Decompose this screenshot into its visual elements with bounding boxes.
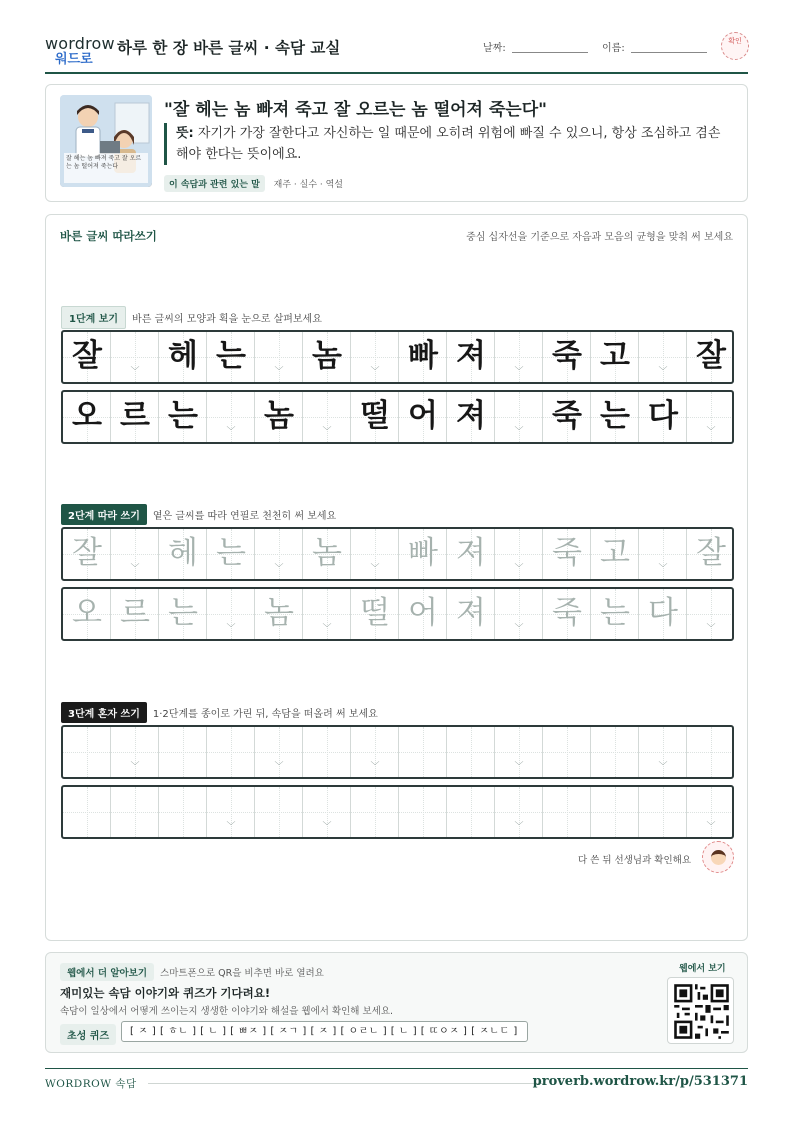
date-field[interactable] — [512, 52, 588, 53]
space-mark-icon: ﹀ — [514, 762, 524, 772]
grid-cell — [159, 332, 207, 382]
space-mark-icon: ﹀ — [514, 624, 524, 634]
grid-cell — [447, 332, 495, 382]
space-mark-icon: ﹀ — [658, 367, 668, 377]
grid-character: 죽 — [552, 535, 582, 571]
grid-cell — [303, 332, 351, 382]
illustration-caption: 잘 헤는 놈 빠져 죽고 잘 오르는 놈 떨어져 죽는다 — [64, 153, 148, 183]
space-mark-icon: ﹀ — [322, 427, 332, 437]
grid-character: 는 — [216, 535, 246, 571]
grid-character: 고 — [600, 535, 630, 571]
step1-header — [61, 306, 322, 329]
grid-cell — [639, 332, 687, 382]
page-header — [45, 30, 748, 74]
grid-cell[interactable] — [255, 529, 303, 579]
grid-character: 는 — [168, 595, 198, 631]
grid-character: 오 — [72, 595, 102, 631]
grid-cell[interactable] — [303, 727, 351, 777]
proverb-illustration — [60, 95, 152, 187]
space-mark-icon: ﹀ — [226, 822, 236, 832]
space-mark-icon: ﹀ — [514, 564, 524, 574]
grid-cell[interactable] — [303, 529, 351, 579]
grid-character: 져 — [456, 535, 486, 571]
space-mark-icon: ﹀ — [706, 624, 716, 634]
grid-cell — [591, 332, 639, 382]
grid-cell[interactable] — [687, 589, 734, 639]
related-label: 이 속담과 관련 있는 말 — [164, 175, 265, 192]
grid-cell[interactable] — [207, 529, 255, 579]
grid-cell[interactable] — [63, 529, 111, 579]
footer-rule — [148, 1083, 543, 1084]
grid-character: 어 — [408, 595, 438, 631]
practice-note: 중심 십자선을 기준으로 자음과 모음의 균형을 맞춰 써 보세요 — [466, 232, 733, 243]
grid-cell[interactable] — [111, 589, 159, 639]
web-tag-note: 스마트폰으로 QR을 비추면 바로 열려요 — [160, 968, 324, 979]
page-title: 하루 한 장 바른 글씨 · 속담 교실 — [117, 39, 341, 57]
grid-character: 는 — [216, 338, 246, 374]
grid-cell[interactable] — [399, 787, 447, 837]
space-mark-icon: ﹀ — [226, 427, 236, 437]
step2-row2[interactable] — [61, 587, 734, 641]
space-mark-icon: ﹀ — [658, 762, 668, 772]
grid-character: 잘 — [72, 338, 102, 374]
grid-cell[interactable] — [543, 727, 591, 777]
grid-cell[interactable] — [591, 727, 639, 777]
web-tag — [60, 963, 324, 981]
grid-cell — [207, 332, 255, 382]
teacher-check-note: 다 쓴 뒤 선생님과 확인해요 — [577, 855, 691, 866]
grid-character: 죽 — [552, 398, 582, 434]
grid-cell[interactable] — [639, 589, 687, 639]
grid-cell[interactable] — [687, 727, 734, 777]
grid-cell[interactable] — [111, 529, 159, 579]
space-mark-icon: ﹀ — [226, 624, 236, 634]
qr-code[interactable] — [667, 977, 734, 1044]
grid-character: 고 — [600, 338, 630, 374]
grid-character: 죽 — [552, 338, 582, 374]
footer-brand: WORDROW 속담 — [45, 1078, 137, 1090]
grid-cell[interactable] — [399, 529, 447, 579]
grid-cell[interactable] — [351, 727, 399, 777]
chosung-quiz: [ ㅈ ] [ ㅎㄴ ] [ ㄴ ] [ ㅃㅈ ] [ ㅈㄱ ] [ ㅈ ] [ ㅇㄹㄴ ] [ ㄴ ] [ ㄸㅇㅈ ] [ ㅈㄴㄷ ] — [121, 1021, 528, 1042]
grid-character: 는 — [600, 595, 630, 631]
grid-cell[interactable] — [303, 787, 351, 837]
logo-subtext: 워드로 — [55, 52, 93, 67]
grid-cell[interactable] — [159, 529, 207, 579]
grid-cell — [351, 332, 399, 382]
step1-row2 — [61, 390, 734, 444]
step3-header — [61, 702, 378, 723]
grid-cell — [447, 392, 495, 442]
grid-cell[interactable] — [543, 529, 591, 579]
grid-cell[interactable] — [447, 727, 495, 777]
grid-cell[interactable] — [591, 787, 639, 837]
grid-cell — [399, 332, 447, 382]
grid-cell[interactable] — [495, 727, 543, 777]
proverb-card — [45, 84, 748, 202]
grid-cell[interactable] — [351, 589, 399, 639]
grid-cell — [303, 392, 351, 442]
web-promo-card — [45, 952, 748, 1053]
grid-cell — [591, 392, 639, 442]
space-mark-icon: ﹀ — [514, 367, 524, 377]
grid-character: 헤 — [168, 535, 198, 571]
meaning-label: 뜻: — [176, 126, 194, 141]
grid-character: 오 — [72, 398, 102, 434]
meaning-text: 자기가 가장 잘한다고 자신하는 일 때문에 오히려 위험에 빠질 수 있으니, 항상 조심하고 겸손해야 한다는 뜻이에요. — [176, 126, 721, 162]
grid-character: 빠 — [408, 338, 438, 374]
grid-character: 는 — [168, 398, 198, 434]
step1-row1 — [61, 330, 734, 384]
grid-character: 져 — [456, 398, 486, 434]
qr-code-icon — [669, 979, 734, 1044]
space-mark-icon: ﹀ — [370, 564, 380, 574]
grid-cell[interactable] — [111, 787, 159, 837]
space-mark-icon: ﹀ — [274, 564, 284, 574]
grid-character: 는 — [600, 398, 630, 434]
stamp-text: 확인 — [728, 37, 742, 45]
grid-character: 떨 — [360, 595, 390, 631]
grid-cell[interactable] — [303, 589, 351, 639]
footer-url[interactable]: proverb.wordrow.kr/p/531371 — [532, 1074, 748, 1089]
step3-row1[interactable] — [61, 725, 734, 779]
grid-character: 잘 — [696, 535, 726, 571]
logo-text: wordrow — [45, 34, 115, 53]
grid-cell — [687, 392, 734, 442]
grid-cell[interactable] — [399, 727, 447, 777]
grid-character: 다 — [648, 595, 678, 631]
space-mark-icon: ﹀ — [370, 367, 380, 377]
proverb-title: "잘 헤는 놈 빠져 죽고 잘 오르는 놈 떨어져 죽는다" — [164, 100, 547, 120]
grid-cell[interactable] — [543, 787, 591, 837]
grid-cell[interactable] — [351, 529, 399, 579]
grid-cell[interactable] — [159, 589, 207, 639]
name-label: 이름: — [602, 43, 625, 54]
grid-cell — [639, 392, 687, 442]
grid-cell[interactable] — [447, 589, 495, 639]
grid-character: 잘 — [72, 535, 102, 571]
grid-character: 빠 — [408, 535, 438, 571]
step3-row2[interactable] — [61, 785, 734, 839]
grid-cell[interactable] — [111, 727, 159, 777]
grid-character: 떨 — [360, 398, 390, 434]
web-tag-label: 웹에서 더 알아보기 — [60, 963, 154, 981]
grid-cell[interactable] — [639, 529, 687, 579]
grid-character: 죽 — [552, 595, 582, 631]
grid-cell[interactable] — [159, 787, 207, 837]
grid-cell — [111, 392, 159, 442]
qr-label: 웹에서 보기 — [679, 964, 726, 974]
grid-cell — [111, 332, 159, 382]
footer-divider — [45, 1068, 748, 1069]
date-label: 날짜: — [483, 43, 506, 54]
grid-cell[interactable] — [351, 787, 399, 837]
grid-cell[interactable] — [207, 589, 255, 639]
grid-cell[interactable] — [687, 787, 734, 837]
space-mark-icon: ﹀ — [706, 822, 716, 832]
space-mark-icon: ﹀ — [370, 762, 380, 772]
grid-cell[interactable] — [255, 787, 303, 837]
grid-cell[interactable] — [255, 727, 303, 777]
grid-cell[interactable] — [495, 589, 543, 639]
name-field[interactable] — [631, 52, 707, 53]
grid-cell[interactable] — [207, 727, 255, 777]
grid-cell[interactable] — [63, 589, 111, 639]
grid-character: 헤 — [168, 338, 198, 374]
grid-character: 놈 — [264, 398, 294, 434]
step2-header — [61, 504, 336, 525]
proverb-meaning — [164, 123, 724, 165]
grid-cell — [687, 332, 734, 382]
grid-cell[interactable] — [207, 787, 255, 837]
space-mark-icon: ﹀ — [658, 564, 668, 574]
step1-tag: 1단계 보기 — [61, 306, 126, 329]
space-mark-icon: ﹀ — [274, 762, 284, 772]
grid-cell — [399, 392, 447, 442]
space-mark-icon: ﹀ — [706, 427, 716, 437]
space-mark-icon: ﹀ — [130, 564, 140, 574]
space-mark-icon: ﹀ — [322, 822, 332, 832]
grid-cell[interactable] — [495, 787, 543, 837]
step3-tag: 3단계 혼자 쓰기 — [61, 702, 147, 723]
step2-desc: 옅은 글씨를 따라 연필로 천천히 써 보세요 — [152, 511, 337, 522]
space-mark-icon: ﹀ — [514, 427, 524, 437]
grid-character: 르 — [120, 398, 150, 434]
grid-cell[interactable] — [591, 589, 639, 639]
space-mark-icon: ﹀ — [322, 624, 332, 634]
step2-tag: 2단계 따라 쓰기 — [61, 504, 147, 525]
practice-title: 바른 글씨 따라쓰기 — [60, 229, 157, 243]
quiz-label: 초성 퀴즈 — [60, 1024, 116, 1045]
grid-cell — [495, 392, 543, 442]
grid-character: 다 — [648, 398, 678, 434]
grid-cell — [207, 392, 255, 442]
check-stamp — [721, 32, 749, 60]
related-words — [164, 175, 343, 192]
grid-cell[interactable] — [543, 589, 591, 639]
grid-cell — [255, 332, 303, 382]
step3-desc: 1·2단계를 종이로 가린 뒤, 속담을 떠올려 써 보세요 — [152, 709, 378, 720]
grid-cell[interactable] — [639, 727, 687, 777]
space-mark-icon: ﹀ — [130, 762, 140, 772]
grid-character: 져 — [456, 338, 486, 374]
grid-cell[interactable] — [255, 589, 303, 639]
grid-cell — [63, 392, 111, 442]
grid-cell[interactable] — [447, 529, 495, 579]
space-mark-icon: ﹀ — [130, 367, 140, 377]
step2-row1[interactable] — [61, 527, 734, 581]
grid-cell — [255, 392, 303, 442]
space-mark-icon: ﹀ — [274, 367, 284, 377]
grid-character: 르 — [120, 595, 150, 631]
grid-cell — [63, 332, 111, 382]
grid-cell[interactable] — [63, 727, 111, 777]
practice-section — [45, 214, 748, 941]
space-mark-icon: ﹀ — [514, 822, 524, 832]
wordrow-logo[interactable] — [45, 34, 115, 67]
teacher-stamp-icon — [702, 841, 734, 873]
grid-character: 놈 — [312, 535, 342, 571]
grid-cell — [351, 392, 399, 442]
grid-cell[interactable] — [63, 787, 111, 837]
promo-description: 속담이 일상에서 어떻게 쓰이는지 생생한 이야기와 해설을 웹에서 확인해 보세요. — [60, 1006, 394, 1017]
grid-cell — [543, 392, 591, 442]
grid-cell — [495, 332, 543, 382]
step1-desc: 바른 글씨의 모양과 획을 눈으로 살펴보세요 — [132, 314, 322, 325]
grid-character: 잘 — [696, 338, 726, 374]
promo-headline: 재미있는 속담 이야기와 퀴즈가 기다려요! — [60, 986, 271, 1000]
grid-cell — [159, 392, 207, 442]
related-list: 재주 · 실수 · 역설 — [273, 180, 343, 190]
grid-character: 어 — [408, 398, 438, 434]
grid-cell[interactable] — [447, 787, 495, 837]
grid-character: 져 — [456, 595, 486, 631]
grid-cell[interactable] — [159, 727, 207, 777]
grid-character: 놈 — [312, 338, 342, 374]
grid-cell[interactable] — [639, 787, 687, 837]
grid-cell[interactable] — [495, 529, 543, 579]
grid-cell — [543, 332, 591, 382]
grid-cell[interactable] — [591, 529, 639, 579]
grid-cell[interactable] — [687, 529, 734, 579]
grid-character: 놈 — [264, 595, 294, 631]
grid-cell[interactable] — [399, 589, 447, 639]
